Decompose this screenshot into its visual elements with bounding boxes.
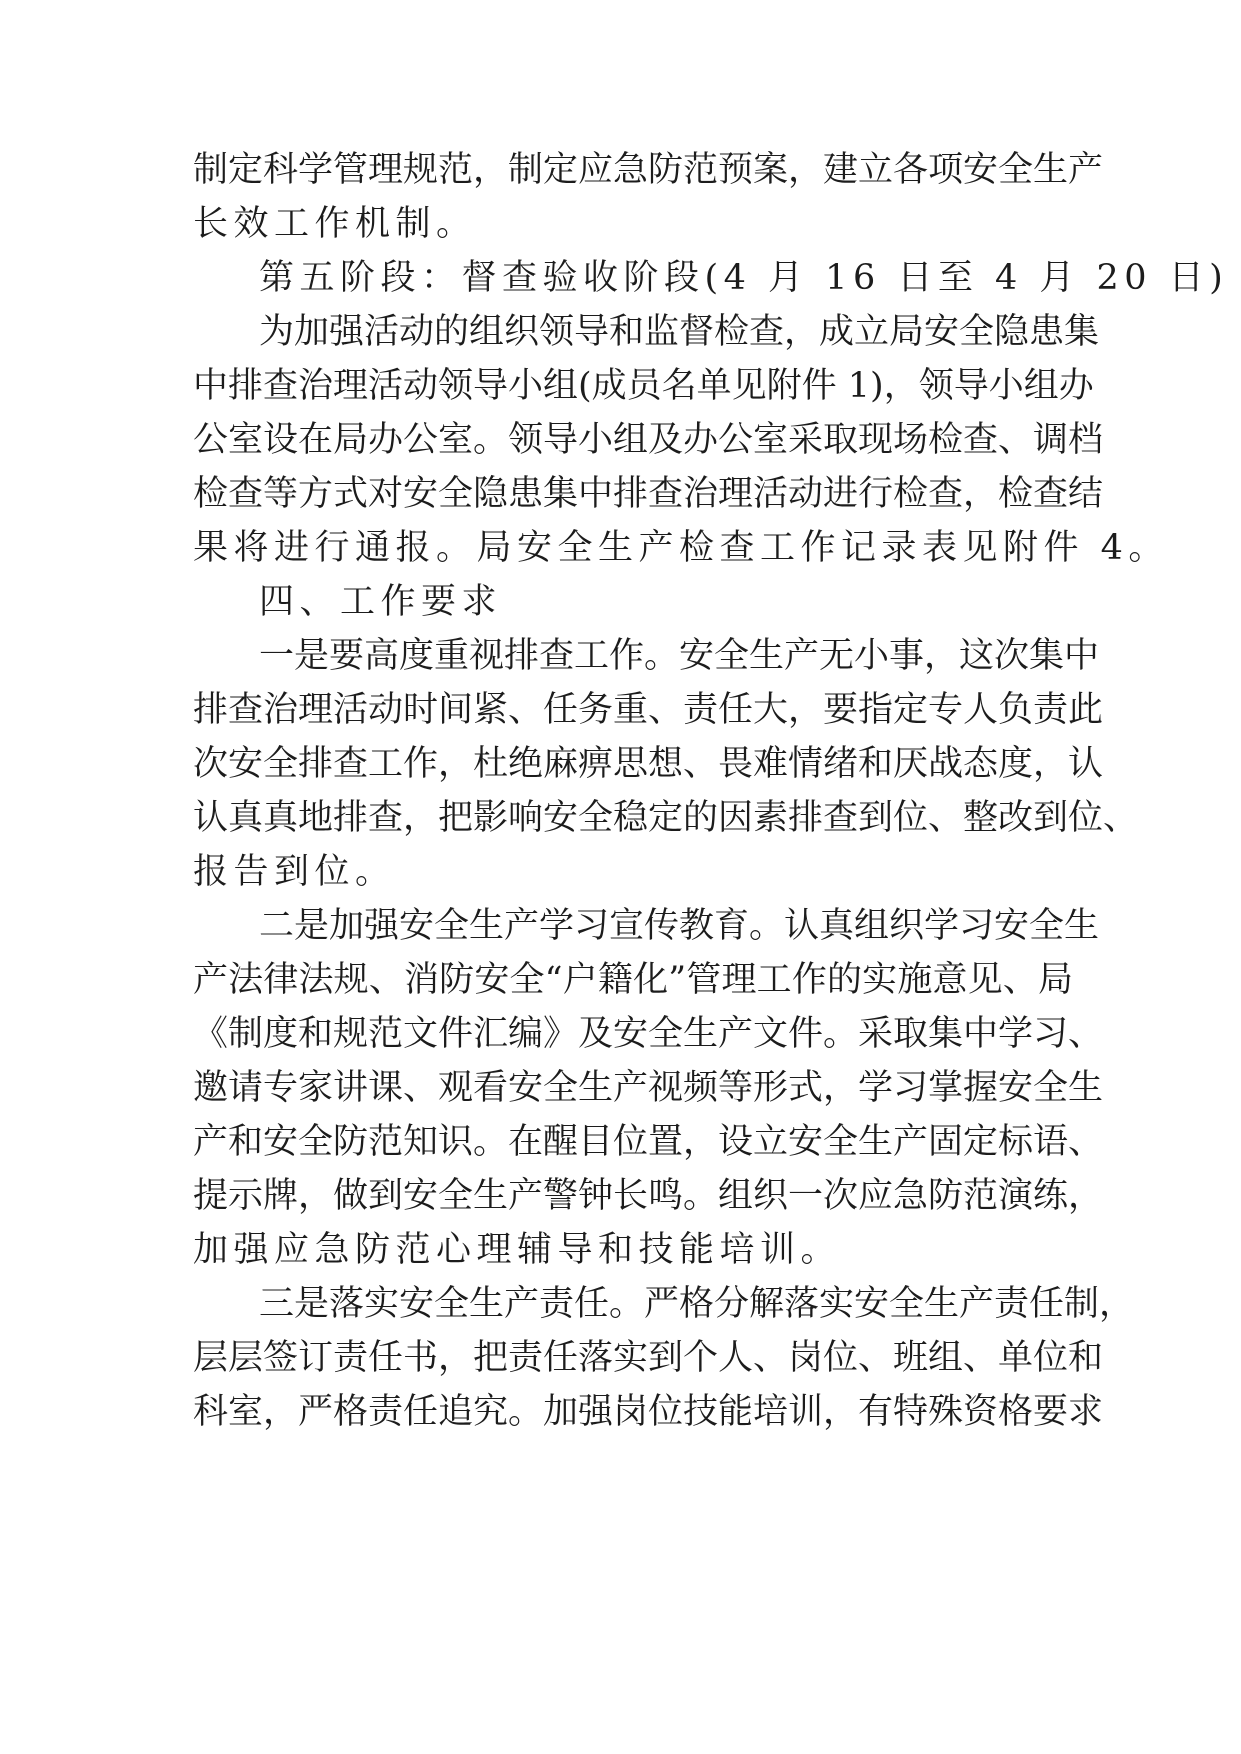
- body-text-line: 长效工作机制。: [193, 204, 477, 244]
- section-heading: 第五阶段：督查验收阶段(4 月 16 日至 4 月 20 日): [259, 258, 1229, 298]
- body-text-line: 二是加强安全生产学习宣传教育。认真组织学习安全生: [259, 906, 1100, 946]
- body-text-line: 为加强活动的组织领导和监督检查，成立局安全隐患集: [259, 312, 1100, 352]
- body-text-line: 果将进行通报。局安全生产检查工作记录表见附件 4。: [193, 528, 1169, 568]
- body-text-line: 一是要高度重视排查工作。安全生产无小事，这次集中: [259, 636, 1100, 676]
- body-text-line: 认真真地排查，把影响安全稳定的因素排查到位、整改到位、: [193, 798, 1139, 838]
- body-text-line: 中排查治理活动领导小组(成员名单见附件 1)，领导小组办: [193, 366, 1094, 406]
- body-text-line: 检查等方式对安全隐患集中排查治理活动进行检查，检查结: [193, 474, 1104, 514]
- body-text-line: 层层签订责任书，把责任落实到个人、岗位、班组、单位和: [193, 1338, 1104, 1378]
- body-text-line: 次安全排查工作，杜绝麻痹思想、畏难情绪和厌战态度，认: [193, 744, 1104, 784]
- body-text-line: 加强应急防范心理辅导和技能培训。: [193, 1230, 842, 1270]
- body-text-line: 产法律法规、消防安全“户籍化”管理工作的实施意见、局: [193, 960, 1073, 1000]
- body-text-line: 邀请专家讲课、观看安全生产视频等形式，学习掌握安全生: [193, 1068, 1104, 1108]
- body-text-line: 科室，严格责任追究。加强岗位技能培训，有特殊资格要求: [193, 1392, 1104, 1432]
- body-text-line: 提示牌，做到安全生产警钟长鸣。组织一次应急防范演练，: [193, 1176, 1104, 1216]
- body-text-line: 产和安全防范知识。在醒目位置，设立安全生产固定标语、: [193, 1122, 1104, 1162]
- body-text-line: 三是落实安全生产责任。严格分解落实安全生产责任制，: [259, 1284, 1135, 1324]
- body-text-line: 制定科学管理规范，制定应急防范预案，建立各项安全生产: [193, 150, 1104, 190]
- section-heading: 四、工作要求: [259, 582, 503, 622]
- body-text-line: 排查治理活动时间紧、任务重、责任大，要指定专人负责此: [193, 690, 1104, 730]
- body-text-line: 报告到位。: [193, 852, 396, 892]
- body-text-line: 《制度和规范文件汇编》及安全生产文件。采取集中学习、: [193, 1014, 1104, 1054]
- body-text-line: 公室设在局办公室。领导小组及办公室采取现场检查、调档: [193, 420, 1104, 460]
